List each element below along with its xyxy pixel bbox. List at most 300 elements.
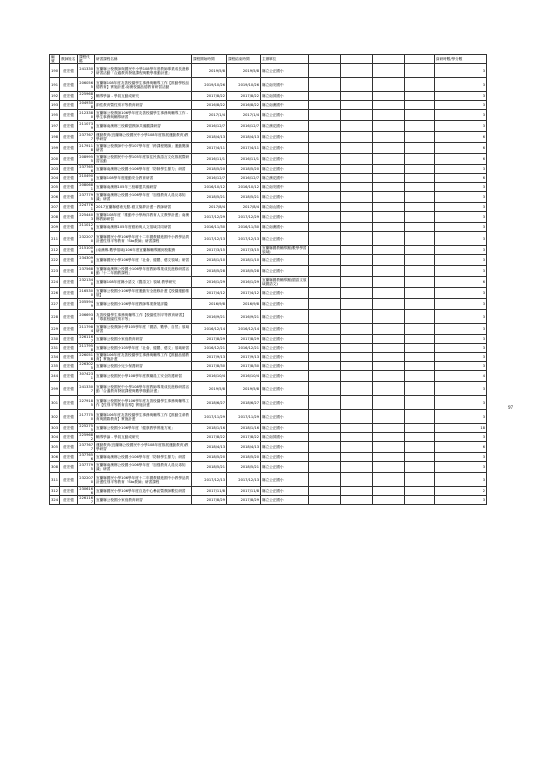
cell-course: 宜蘭縣106年度友善校園學生事務與輔導工作【推動品德教育】實施計畫 [95, 353, 192, 362]
table-row [50, 453, 487, 462]
cell-code: 2413307 [78, 64, 95, 78]
cell-no: 222 [50, 255, 60, 266]
cell-course: 宜蘭縣南澳鄉公校國小106學年度教師專業成長進修研習活動「十二年國教課程」 [95, 266, 192, 277]
cell-no: 197 [50, 121, 60, 132]
table-row [50, 344, 487, 353]
cell-empty [341, 462, 373, 473]
cell-org: 縣立公正國小 [261, 362, 309, 371]
cell-start: 2017/8/29 [192, 335, 227, 344]
cell-course: 宜蘭縣公校國民小學108學年度教職員工安全防護研習 [95, 371, 192, 382]
header-cell: 編號 [50, 55, 60, 64]
cell-empty [309, 203, 341, 212]
cell-empty [309, 232, 341, 246]
cell-empty [405, 223, 435, 232]
cell-empty [405, 371, 435, 382]
cell-empty [405, 154, 435, 165]
header-cell: 課程結束時間 [227, 55, 261, 64]
cell-end: 2017/12/13 [227, 473, 261, 487]
cell-empty [405, 64, 435, 78]
cell-empty [405, 165, 435, 174]
cell-empty [309, 255, 341, 266]
cell-course: 宜蘭縣公校國民中小學105年度原住民族語言文化推展暨研習活動 [95, 154, 192, 165]
cell-course: 運動教育(宜蘭縣公校國民中小學108年度推展運動教育)教學研習 [95, 442, 192, 453]
cell-no: 204 [50, 174, 60, 183]
cell-org: 縣立澳花國中 [261, 174, 309, 183]
cell-empty [373, 462, 405, 473]
cell-empty [405, 453, 435, 462]
table-row [50, 165, 487, 174]
cell-org: 縣立公正國小 [261, 410, 309, 424]
cell-start: 2018/5/21 [192, 192, 227, 203]
header-cell: 課程代碼 [78, 55, 95, 64]
cell-no: 303 [50, 424, 60, 433]
cell-end: 2017/9/13 [227, 353, 261, 362]
cell-empty [373, 396, 405, 410]
table-row [50, 110, 487, 121]
cell-empty [341, 433, 373, 442]
cell-empty [405, 101, 435, 110]
cell-empty [341, 324, 373, 335]
table-row [50, 92, 487, 101]
header-cell [373, 55, 405, 64]
cell-hours: 2 [435, 487, 487, 496]
cell-empty [373, 232, 405, 246]
cell-empty [405, 362, 435, 371]
cell-start: 2016/11/30 [192, 223, 227, 232]
cell-code: 2247761 [79, 203, 93, 211]
cell-empty [341, 165, 373, 174]
cell-no: 207 [50, 203, 60, 212]
cell-name: 莊宏強 [60, 64, 78, 78]
cell-course: 宜蘭縣公校國民小學106學年度友善校園學生事務與輔導工作【性別平等教育宣導】實施計畫 [95, 396, 192, 410]
cell-end: 2018/5/21 [227, 192, 261, 203]
cell-start: 2016/9/8 [192, 299, 227, 310]
table-row [50, 410, 487, 424]
cell-no: 227 [50, 299, 60, 310]
cell-name: 莊宏強 [60, 78, 78, 92]
cell-no: 223 [50, 266, 60, 277]
cell-org: 縣立公正國小 [261, 396, 309, 410]
cell-no: 224 [50, 277, 60, 288]
cell-end: 2017/8/29 [227, 335, 261, 344]
cell-empty [373, 277, 405, 288]
cell-empty [309, 277, 341, 288]
cell-code: 2117958 [79, 344, 93, 352]
cell-hours: 6 [435, 277, 487, 288]
cell-code: 2060565 [78, 78, 95, 92]
cell-empty [341, 442, 373, 453]
cell-empty [405, 277, 435, 288]
cell-hours: 3 [435, 299, 487, 310]
cell-code: 2110129 [79, 223, 93, 231]
cell-org: 宜蘭縣國教輔導團(數學學習領域) [262, 246, 307, 254]
cell-empty [373, 165, 405, 174]
cell-empty [373, 310, 405, 324]
cell-name: 莊宏強 [60, 353, 78, 362]
cell-name: 莊宏強 [60, 183, 78, 192]
cell-empty [341, 277, 373, 288]
cell-empty [373, 473, 405, 487]
cell-empty [309, 101, 341, 110]
cell-hours: 3 [435, 110, 487, 121]
cell-empty [341, 382, 373, 396]
table-row [50, 203, 487, 212]
cell-code: 2260518 [79, 353, 93, 361]
table-row [50, 462, 487, 473]
cell-name: 莊宏強 [60, 496, 78, 505]
cell-start: 2018/5/28 [192, 266, 227, 277]
cell-name: 莊宏強 [60, 174, 78, 183]
cell-code: 2089955 [79, 155, 93, 163]
cell-empty [341, 101, 373, 110]
cell-start: 2018/5/21 [192, 462, 227, 473]
cell-name: 莊宏強 [60, 462, 78, 473]
cell-end: 2017/8/22 [227, 433, 261, 442]
cell-empty [341, 154, 373, 165]
cell-start: 2018/4/13 [192, 132, 227, 143]
cell-empty [341, 255, 373, 266]
cell-name: 莊宏強 [60, 165, 78, 174]
cell-course: 宜蘭縣公校國小家庭教育研習 [95, 496, 192, 505]
cell-name: 莊宏強 [60, 371, 78, 382]
cell-course: 輔導學論 - 學員互動成研究 [95, 92, 192, 101]
cell-empty [309, 335, 341, 344]
table-row [50, 496, 487, 505]
cell-empty [373, 110, 405, 121]
table-row [50, 362, 487, 371]
cell-course: 兩性教育暨性別平等教育研習 [95, 101, 192, 110]
cell-empty [405, 143, 435, 154]
table-row [50, 442, 487, 453]
cell-empty [309, 223, 341, 232]
cell-code: 2117984 [79, 325, 93, 333]
cell-name: 莊宏強 [60, 324, 78, 335]
cell-end: 2017/8/30 [227, 362, 261, 371]
cell-no: 226 [50, 288, 60, 299]
table-row [50, 192, 487, 203]
table-header-row [50, 55, 487, 64]
cell-no: 209 [50, 223, 60, 232]
cell-code: 3074231 [79, 372, 93, 380]
cell-empty [373, 183, 405, 192]
cell-org: 縣立公正國小 [261, 165, 309, 174]
cell-hours: 3 [435, 410, 487, 424]
cell-name: 莊宏強 [60, 101, 78, 110]
header-cell: 資研時數/學分數 [435, 55, 487, 64]
cell-end: 2018/5/20 [227, 453, 261, 462]
cell-code: 2259682 [79, 433, 93, 441]
cell-end: 2017/1/4 [227, 110, 261, 121]
cell-empty [373, 453, 405, 462]
cell-org: 縣立公正國小 [261, 473, 309, 487]
cell-hours: 3 [435, 335, 487, 344]
cell-course: 宜蘭縣106年度友善校園學生事務與輔導工作【推動生命教育與國際教育】實施計畫 [95, 410, 192, 424]
cell-no: 302 [50, 410, 60, 424]
course-table [49, 54, 487, 505]
cell-name: 莊宏強 [60, 410, 78, 424]
cell-start: 2017/12/13 [192, 473, 227, 487]
cell-start: 2017/8/22 [192, 433, 227, 442]
cell-empty [405, 203, 435, 212]
cell-name: 莊宏強 [60, 143, 78, 154]
cell-empty [373, 212, 405, 223]
cell-start: 2017/11/29 [192, 410, 227, 424]
cell-org: 縣立公正國小 [261, 64, 309, 78]
cell-empty [309, 353, 341, 362]
cell-course: 宜蘭縣公校國小106學年度教師專業發展評鑑 [95, 299, 192, 310]
cell-code: 2261167 [79, 496, 93, 504]
cell-org: 縣立公正國小 [261, 132, 309, 143]
cell-name: 莊宏強 [60, 288, 78, 299]
table-row [50, 154, 487, 165]
cell-course: 2017宜蘭縣藝術光點-藝文築夢計畫－教師研習 [95, 203, 192, 212]
page-number: 97 [508, 406, 513, 411]
cell-empty [309, 165, 341, 174]
cell-empty [373, 371, 405, 382]
cell-course: 輔導學論 - 學員互動成研究 [95, 433, 192, 442]
cell-empty [341, 92, 373, 101]
cell-empty [341, 353, 373, 362]
table-row [50, 266, 487, 277]
cell-start: 2018/1/16 [192, 424, 227, 433]
table-row [50, 396, 487, 410]
cell-empty [309, 453, 341, 462]
cell-hours: 18 [435, 424, 487, 433]
table-row [50, 433, 487, 442]
cell-name: 莊宏強 [60, 473, 78, 487]
cell-start: 2019/5/8 [192, 382, 227, 396]
cell-empty [309, 424, 341, 433]
cell-code: 2066938 [78, 310, 95, 324]
cell-empty [341, 487, 373, 496]
cell-no: 230 [50, 335, 60, 344]
cell-empty [309, 344, 341, 353]
cell-no: 244 [50, 371, 60, 382]
cell-course: 宜蘭縣國民小學106學年度「社會、健體、藝文領域」研習 [95, 255, 192, 266]
cell-hours: 3 [435, 462, 487, 473]
cell-empty [373, 154, 405, 165]
cell-empty [309, 132, 341, 143]
cell-code: 2375688 [79, 267, 93, 275]
cell-empty [341, 310, 373, 324]
cell-no: 199 [50, 143, 60, 154]
cell-start: 2017/11/8 [192, 487, 227, 496]
cell-course: 宜蘭縣南澳鄉三校聯盟教師共備觀課研習 [95, 121, 192, 132]
cell-empty [309, 288, 341, 299]
cell-empty [341, 203, 373, 212]
cell-name: 莊宏強 [60, 121, 78, 132]
cell-end: 2017/8/22 [227, 92, 261, 101]
cell-name: 莊宏強 [60, 192, 78, 203]
cell-course: 宜蘭縣108年度友善校園學生事務與輔導工作【推動學校品德教育】實施計畫-南澳校園品德教育研習活動 [95, 78, 192, 92]
cell-course: 宜蘭縣南澳鄉公校國小106學年度「加強教育人員反毒知識」研習 [95, 192, 192, 203]
cell-start: 2017/12/29 [192, 212, 227, 223]
cell-empty [405, 382, 435, 396]
cell-start: 2017/9/13 [192, 353, 227, 362]
cell-start: 2018/5/20 [192, 165, 227, 174]
cell-hours: 3 [435, 433, 487, 442]
cell-no: 231 [50, 344, 60, 353]
cell-empty [373, 344, 405, 353]
cell-no: 306 [50, 453, 60, 462]
cell-name: 莊宏強 [60, 310, 78, 324]
cell-empty [309, 78, 341, 92]
cell-name: 莊宏強 [60, 132, 78, 143]
table-row [50, 299, 487, 310]
cell-empty [373, 424, 405, 433]
cell-empty [373, 246, 405, 255]
cell-empty [373, 442, 405, 453]
cell-name: 莊宏強 [60, 335, 78, 344]
cell-empty [373, 255, 405, 266]
cell-hours: 3 [435, 223, 487, 232]
cell-no: 212 [50, 246, 60, 255]
cell-empty [341, 64, 373, 78]
cell-hours: 3 [435, 382, 487, 396]
cell-empty [309, 183, 341, 192]
cell-start: 2017/8/22 [192, 92, 227, 101]
cell-empty [309, 154, 341, 165]
cell-org: 縣立公正國小 [261, 232, 309, 246]
cell-empty [405, 410, 435, 424]
cell-code: 2377656 [79, 165, 93, 173]
cell-name: 莊宏強 [60, 424, 78, 433]
table-row [50, 174, 487, 183]
cell-org: 縣立南澳國小 [261, 223, 309, 232]
cell-end: 2017/8/29 [227, 496, 261, 505]
cell-empty [405, 121, 435, 132]
cell-start: 2017/8/4 [192, 203, 227, 212]
cell-course: 宜蘭縣國民小學106學年度十二年國教精進國中小教學品質計畫性別平等教育「Sto教師」研習課程 [95, 232, 192, 246]
cell-empty [405, 473, 435, 487]
cell-empty [373, 174, 405, 183]
cell-name: 莊宏強 [60, 382, 78, 396]
cell-hours: 3 [435, 64, 487, 78]
cell-end: 2016/11/1 [227, 154, 261, 165]
cell-hours: 3 [435, 92, 487, 101]
table-row [50, 424, 487, 433]
cell-org: 縣立公正國小 [261, 344, 309, 353]
table-row [50, 232, 487, 246]
cell-end: 2018/1/16 [227, 424, 261, 433]
cell-name: 莊宏強 [60, 232, 78, 246]
cell-org: 縣立南安國中 [261, 78, 309, 92]
cell-empty [373, 496, 405, 505]
cell-empty [405, 174, 435, 183]
cell-empty [341, 344, 373, 353]
header-cell [405, 55, 435, 64]
table-row [50, 183, 487, 192]
cell-empty [405, 110, 435, 121]
cell-hours: 6 [435, 154, 487, 165]
cell-empty [341, 212, 373, 223]
cell-name: 莊宏強 [60, 344, 78, 353]
cell-name: 莊宏強 [60, 246, 78, 255]
cell-end: 2018/6/27 [227, 396, 261, 410]
header-cell: 教師姓名 [60, 55, 78, 64]
cell-end: 2016/12/7 [227, 121, 261, 132]
cell-empty [373, 101, 405, 110]
cell-empty [373, 78, 405, 92]
cell-empty [405, 335, 435, 344]
cell-start: 2017/8/29 [192, 496, 227, 505]
cell-empty [405, 192, 435, 203]
cell-start: 2016/12/7 [192, 121, 227, 132]
cell-code: 2055949 [79, 300, 93, 308]
cell-end: 2016/12/7 [227, 174, 261, 183]
cell-hours: 3 [435, 473, 487, 487]
cell-name: 莊宏強 [60, 277, 78, 288]
cell-empty [405, 183, 435, 192]
cell-end: 2016/11/30 [227, 223, 261, 232]
table-row [50, 335, 487, 344]
cell-hours: 3 [435, 453, 487, 462]
cell-start: 2016/10/4 [192, 371, 227, 382]
cell-course: 宜蘭縣公校國小106學年度「健康教學實施方案」 [95, 424, 192, 433]
cell-end: 2016/10/4 [227, 371, 261, 382]
cell-hours: 3 [435, 183, 487, 192]
cell-empty [373, 266, 405, 277]
cell-end: 2016/8/22 [227, 101, 261, 110]
cell-empty [405, 442, 435, 453]
cell-end: 2018/5/21 [227, 462, 261, 473]
cell-code: 2306166 [79, 487, 93, 495]
cell-empty [405, 132, 435, 143]
table-row [50, 246, 487, 255]
cell-empty [405, 266, 435, 277]
cell-empty [341, 424, 373, 433]
cell-end: 2017/3/15 [227, 246, 261, 255]
cell-empty [405, 324, 435, 335]
table-row [50, 132, 487, 143]
cell-start: 2018/1/10 [192, 255, 227, 266]
cell-no: 304 [50, 433, 60, 442]
cell-course: 宜蘭縣南澳鄉公校國小106學年度「加強教育人員反毒知識」研習 [95, 462, 192, 473]
cell-empty [341, 174, 373, 183]
cell-hours: 3 [435, 288, 487, 299]
cell-no: 324 [50, 496, 60, 505]
cell-code: 2049308 [79, 101, 93, 109]
cell-hours: 3 [435, 78, 487, 92]
cell-start: 2017/4/11 [192, 143, 227, 154]
cell-org: 縣立南屏國小 [261, 92, 309, 101]
cell-no: 208 [50, 212, 60, 223]
cell-org: 縣立公正國小 [261, 324, 309, 335]
cell-start: 2016/12/21 [192, 344, 227, 353]
cell-end: 2016/9/8 [227, 299, 261, 310]
cell-no: 205 [50, 183, 60, 192]
cell-name: 莊宏強 [60, 203, 78, 212]
cell-empty [309, 192, 341, 203]
cell-code: 2123380 [79, 111, 93, 119]
cell-code: 2261167 [79, 335, 93, 343]
cell-empty [405, 496, 435, 505]
cell-end: 2018/4/13 [227, 442, 261, 453]
cell-empty [373, 192, 405, 203]
cell-code: 2343090 [79, 256, 93, 264]
header-cell: 研習課程名稱 [95, 55, 192, 64]
cell-course: 友善校園學生事務與輔導工作【校園性別平等教育研習】「尊重校園性別平等」 [95, 310, 192, 324]
cell-empty [405, 299, 435, 310]
header-cell: 主辦單位 [261, 55, 309, 64]
cell-empty [405, 487, 435, 496]
cell-empty [405, 433, 435, 442]
cell-end: 2017/11/29 [227, 410, 261, 424]
cell-code: 2321340 [79, 278, 93, 286]
cell-empty [373, 223, 405, 232]
cell-empty [341, 362, 373, 371]
cell-org: 縣立公正國小 [261, 266, 309, 277]
